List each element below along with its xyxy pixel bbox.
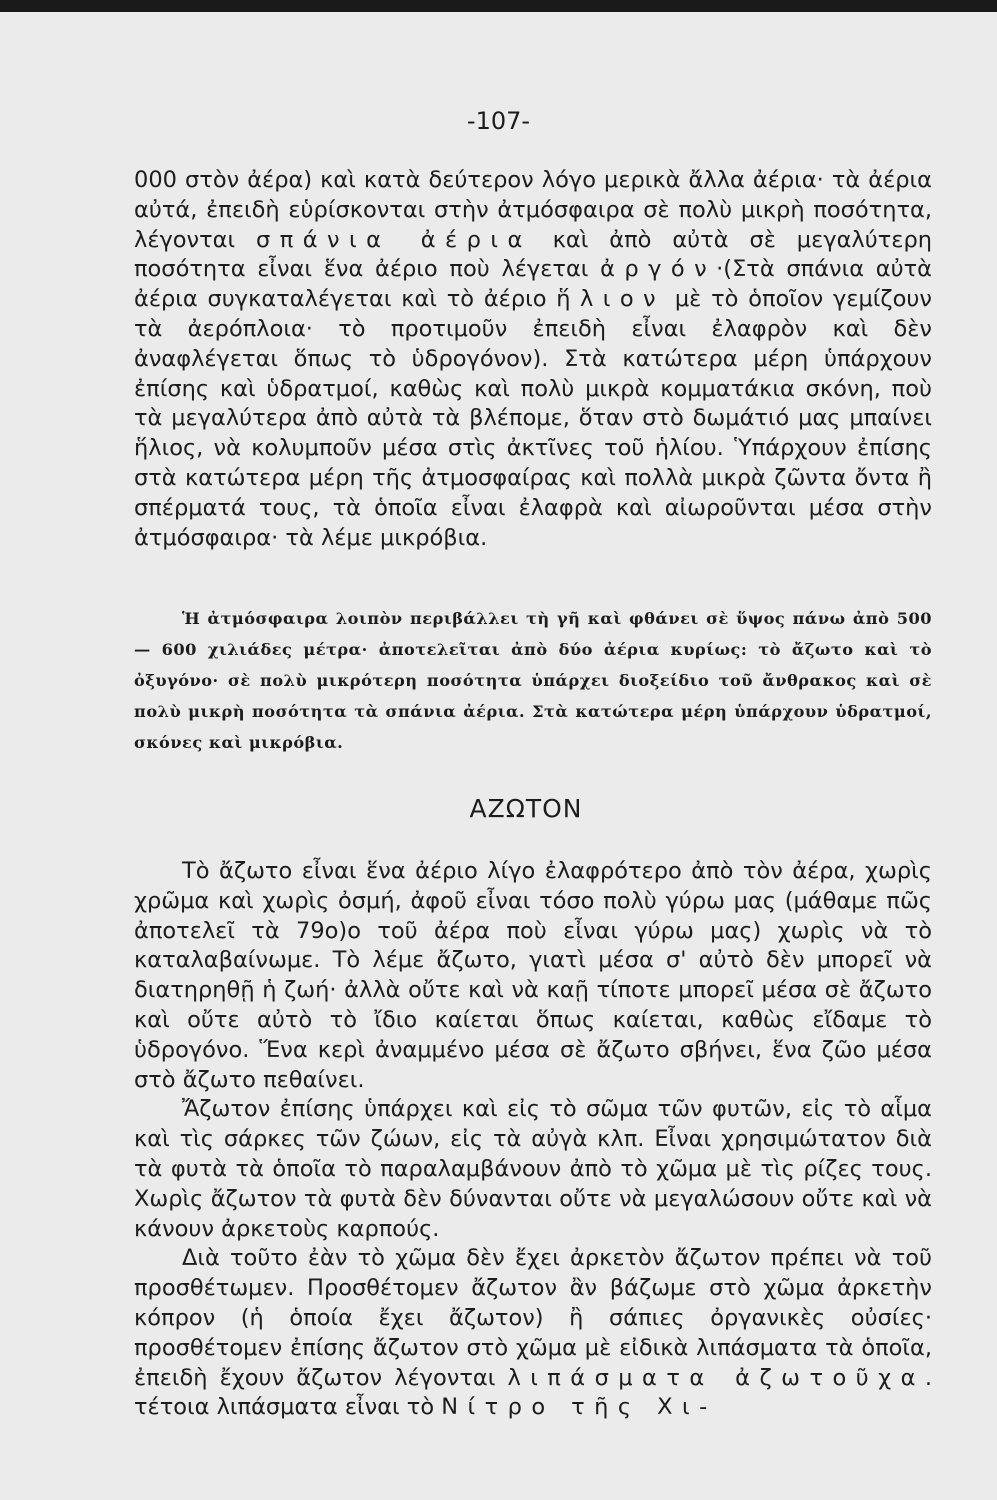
intro-text-1: 000 στὸν ἀέρα) καὶ κατὰ δεύτερον λόγο μερικὰ ἄλλα ἀέρια· τὰ ἀέρια αὐτά, ἐπειδὴ εὑρίσκονται στὴν ἀτμόσφαιρα σὲ πολὺ μικρὴ ποσότητα, λέγονται [134,167,932,253]
summary-paragraph: Ἡ ἀτμόσφαιρα λοιπὸν περιβάλλει τὴ γῆ καὶ φθάνει σὲ ὕψος πάνω ἀπὸ 500 — 600 χιλιάδες μέτρα· ἀποτελεῖται ἀπὸ δύο ἀέρια κυρίως: τὸ ἄζωτο καὶ τὸ ὀξυγόνο· σὲ πολὺ μικρότερη ποσότητα ὑπάρχει διοξείδιο τοῦ ἄνθρακος καὶ σὲ πολὺ μικρὴ ποσότητα τὰ σπάνια ἀέρια. Στὰ κατώτερα μέρη ὑπάρχουν ὑδρατμοί, σκόνες καὶ μικρόβια. [134,609,932,752]
nitrogen-section [134,857,932,1423]
intro-section [134,166,932,553]
paragraph-3 [134,1244,932,1423]
term-helium: ἥλιον [556,286,666,313]
term-fertilizers: λιπάσματα ἀζωτοῦχα [507,1364,925,1391]
intro-text-4: μὲ τὸ ὁποῖον γεμίζουν τὰ ἀερόπλοια· τὸ προτιμοῦν ἐπειδὴ εἶναι ἐλαφρὸν καὶ δὲν ἀναφλέγεται ὅπως τὸ ὑδρογόνον). Στὰ κατώτερα μέρη ὑπάρχουν ἐπίσης καὶ ὑδρατμοί, καθὼς καὶ πολὺ μικρὰ κομματάκια σκόνη, ποὺ τὰ μεγαλύτερα ἀπὸ αὐτὰ τὰ βλέπομε, ὅταν στὸ δωμάτιό μας μπαίνει ἥλιος, νὰ κολυμποῦν μέσα στὶς ἀκτῖνες τοῦ ἡλίου. Ὑπάρχουν ἐπίσης στὰ κατώτερα μέρη τῆς ἀτμοσφαίρας καὶ πολλὰ μικρὰ ζῶντα ὄντα ἢ σπέρματά τους, τὰ ὁποῖα εἶναι ἐλαφρὰ καὶ αἰωροῦνται μέσα στὴν ἀτμόσφαιρα· τὰ λέμε μικρόβια. [134,286,932,551]
term-argon: ἀργόν [600,256,717,283]
intro-text-3: ·(Στὰ σπάνια αὐτὰ ἀέρια συγκαταλέγεται καὶ τὸ ἀέριο [134,256,932,313]
para3-text-1: Διὰ τοῦτο ἐὰν τὸ χῶμα δὲν ἔχει ἀρκετὸν ἄζωτον πρέπει νὰ τοῦ προσθέτωμεν. Προσθέτομεν ἄζωτον ἂν βάζωμε στὸ χῶμα ἀρκετὴν κόπρον (ἡ ὁποία ἔχει ἄζωτον) ἢ σάπιες ὀργανικὲς οὐσίες· προσθέτομεν ἐπίσης ἄζωτον στὸ χῶμα μὲ εἰδικὰ λιπάσματα τὰ ὁποῖα, ἐπειδὴ ἔχουν ἄζωτον λέγονται [134,1245,932,1391]
page-number: -107- [466,107,531,135]
section-title: ΑΖΩΤΟΝ [469,794,583,823]
scan-top-border [0,0,997,12]
paragraph-1: Τὸ ἄζωτο εἶναι ἕνα ἀέριο λίγο ἐλαφρότερο ἀπὸ τὸν ἀέρα, χωρὶς χρῶμα καὶ χωρὶς ὀσμή, ἀφοῦ εἶναι τόσο πολὺ γύρω μας (μάθαμε πῶς ἀποτελεῖ τὰ 79ο)ο τοῦ ἀέρα ποὺ εἶναι γύρω μας) χωρὶς νὰ τὸ καταλαβαίνωμε. Τὸ λέμε ἄζωτο, γιατὶ μέσα σ' αὐτὸ δὲν μπορεῖ νὰ διατηρηθῇ ἡ ζωή· ἀλλὰ οὔτε καὶ νὰ καῇ τίποτε μπορεῖ μέσα σὲ ἄζωτο καὶ οὔτε αὐτὸ τὸ ἴδιο καίεται ὅπως καίεται, καθὼς εἴδαμε τὸ ὑδρογόνο. Ἕνα κερὶ ἀναμμένο μέσα σὲ ἄζωτο σβήνει, ἕνα ζῶο μέσα στὸ ἄζωτο πεθαίνει. [134,858,932,1093]
intro-paragraph [134,166,932,553]
intro-text-2: καὶ ἀπὸ αὐτὰ σὲ μεγαλύτερη ποσότητα εἶναι ἕνα ἀέριο ποὺ λέγεται [134,226,932,283]
paragraph-2: Ἄζωτον ἐπίσης ὑπάρχει καὶ εἰς τὸ σῶμα τῶν φυτῶν, εἰς τὸ αἷμα καὶ τὶς σάρκες τῶν ζώων, εἰς τὰ αὐγὰ κλπ. Εἶναι χρησιμώτατον διὰ τὰ φυτὰ τὰ ὁποῖα τὸ παραλαμβάνουν ἀπὸ τὸ χῶμα μὲ τὶς ρίζες τους. Χωρὶς ἄζωτον τὰ φυτὰ δὲν δύνανται οὔτε νὰ μεγαλώσουν οὔτε καὶ νὰ κάνουν ἀρκετοὺς καρπούς. [134,1096,932,1242]
term-rare-gases: σπάνια ἀέρια [256,226,532,253]
term-nitre: Νίτρο τῆς Χι- [441,1394,717,1421]
para3-text-2: . τέτοια λιπάσματα εἶναι τὸ [134,1364,933,1421]
summary-box [134,603,932,758]
